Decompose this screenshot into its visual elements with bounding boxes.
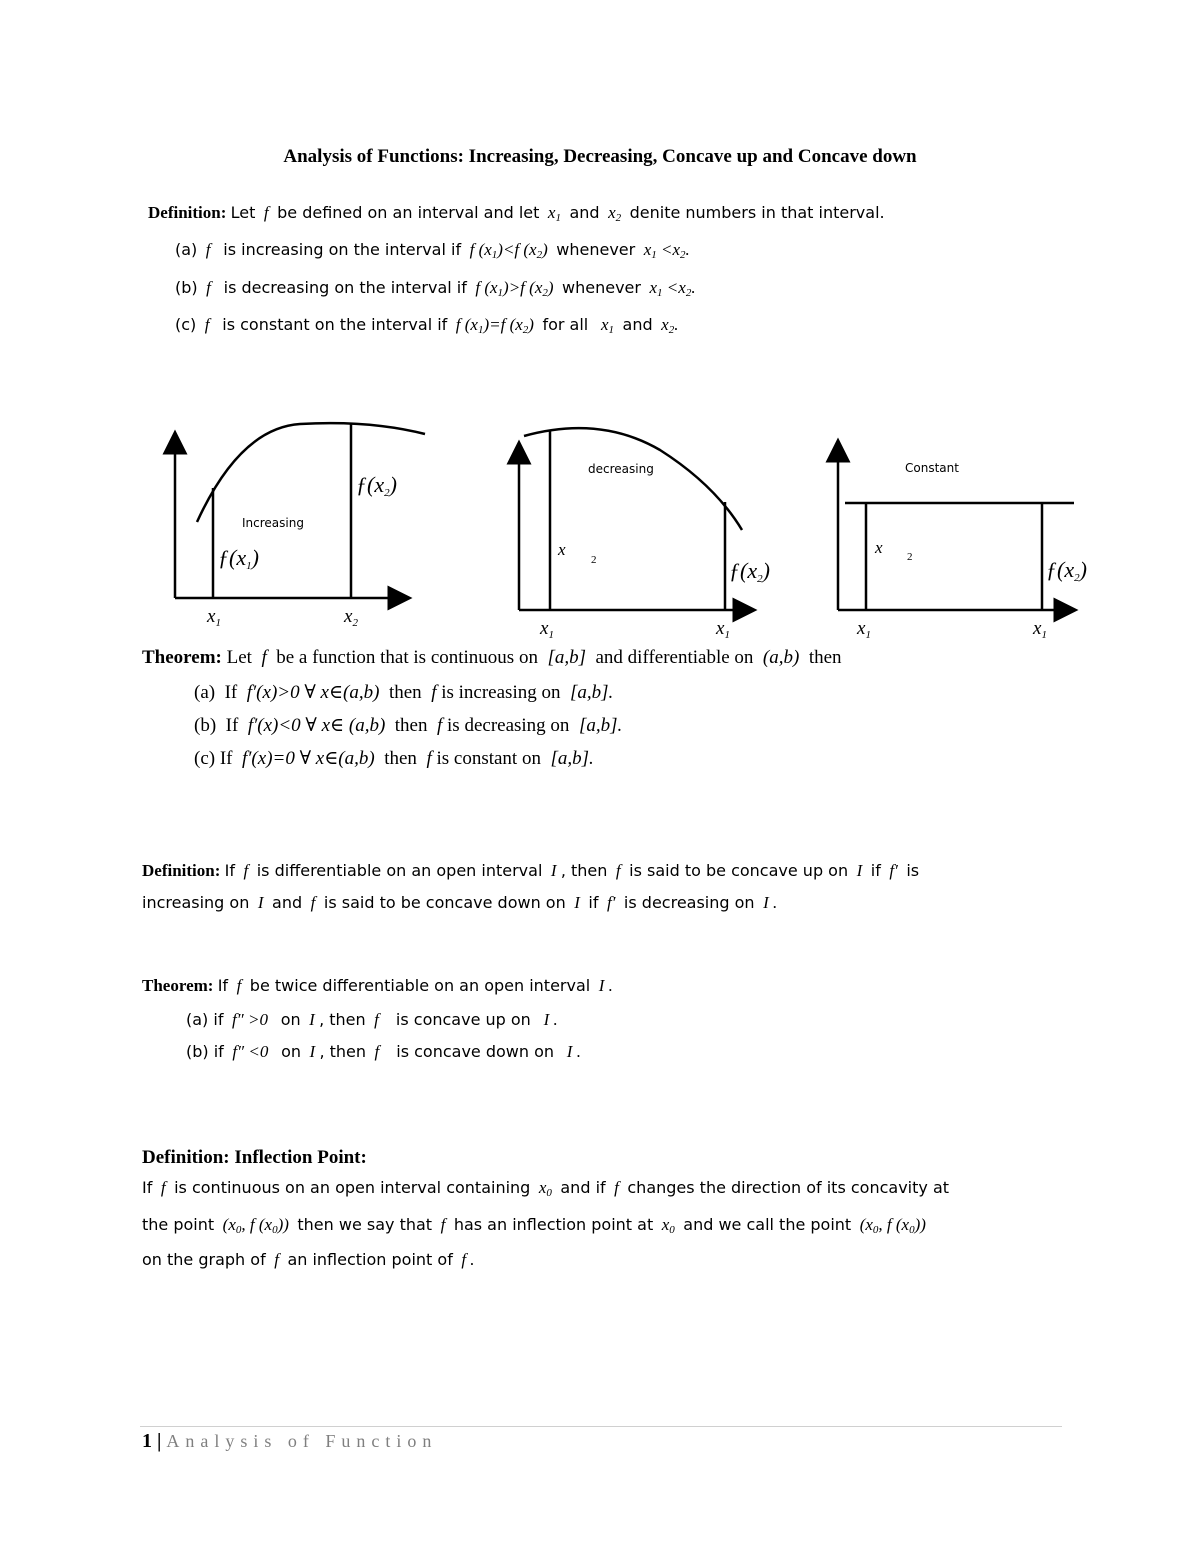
x-sub: 2 — [907, 551, 913, 563]
def2-line1: Definition: If f is differentiable on an open interval I , then f is said to be concave up on I if f′ is — [142, 861, 920, 880]
x2-tick: $x_2$ — [344, 606, 358, 629]
x1-tick: $x_1$ — [540, 618, 554, 641]
fx2-label: ƒ(x2) — [1046, 557, 1087, 584]
def1-item-a: (a) f is increasing on the interval if f $(x_1)<f$ $(x_2)$ whenever $x_1 <x_2$. — [175, 240, 690, 261]
increasing-graph — [175, 423, 425, 629]
thm2-a: (a) if f″ >0 on I , then f is concave up on I . — [186, 1010, 558, 1029]
thm2-intro: Theorem: If f be twice differentiable on an open interval I . — [142, 976, 613, 995]
decreasing-label: decreasing — [588, 462, 654, 476]
def3-label: Definition: Inflection Point: — [142, 1147, 367, 1168]
page-title: Analysis of Functions: Increasing, Decreasing, Concave up and Concave down — [283, 146, 917, 167]
footer-text: Analysis of Function — [166, 1431, 438, 1451]
fx1-label: ƒ(x1) — [218, 545, 259, 572]
x1-tick-right: $x_1$ — [716, 618, 730, 641]
def1-item-b: (b) f is decreasing on the interval if f $(x_1)>f$ $(x_2)$ whenever $x_1 <x_2$. — [175, 278, 696, 299]
footer-divider — [140, 1426, 1062, 1427]
x1-tick: $x_1$ — [857, 618, 871, 641]
def3-line3: on the graph of f an inflection point of f . — [142, 1250, 475, 1269]
page-footer — [142, 1430, 437, 1453]
def3-line2: the point ($x_0$, f $(x_0)$) then we say that f has an inflection point at $x_0$ and we call the point ($x_0$, f $(x_0)$) — [142, 1215, 926, 1236]
page-number: 1 — [142, 1430, 152, 1452]
x1-tick: $x_1$ — [207, 606, 221, 629]
thm1-c: (c) If f′(x)=0 ∀ x∈(a,b) then f is constant on [a,b]. — [194, 748, 594, 769]
fx2-label: ƒ(x2) — [356, 472, 397, 499]
decreasing-graph — [519, 428, 770, 641]
x-label: x — [875, 538, 883, 557]
def1-item-c: (c) f is constant on the interval if f $(x_1)=f$ $(x_2)$ for all $x_1$ and $x_2$. — [175, 315, 679, 336]
def1-intro: Definition: Let f be defined on an interval and let $x_1$ and $x_2$ denite numbers in that interval. — [148, 203, 885, 224]
def3-line1: If f is continuous on an open interval containing $x_0$ and if f changes the direction of its concavity at — [142, 1178, 950, 1199]
graphs-figure — [0, 410, 1200, 650]
def1-label: Definition: — [148, 203, 227, 222]
x1-tick-right: $x_1$ — [1033, 618, 1047, 641]
thm1-b: (b) If f′(x)<0 ∀ x∈ (a,b) then f is decreasing on [a,b]. — [194, 715, 623, 736]
increasing-label: Increasing — [242, 516, 304, 530]
fx2-label: ƒ(x2) — [729, 558, 770, 585]
constant-label: Constant — [905, 461, 959, 475]
footer-separator: | — [157, 1430, 162, 1452]
constant-graph — [838, 450, 1087, 641]
decreasing-curve — [524, 428, 742, 530]
thm2-b: (b) if f″ <0 on I , then f is concave down on I . — [186, 1042, 581, 1061]
x-sub: 2 — [591, 554, 597, 566]
thm1-intro: Theorem: Let f be a function that is continuous on [a,b] and differentiable on (a,b) then — [142, 647, 842, 668]
x-label: x — [558, 540, 566, 559]
thm1-a: (a) If f′(x)>0 ∀ x∈(a,b) then f is increasing on [a,b]. — [194, 682, 614, 703]
def2-line2: increasing on I and f is said to be concave down on I if f′ is decreasing on I . — [142, 893, 778, 912]
